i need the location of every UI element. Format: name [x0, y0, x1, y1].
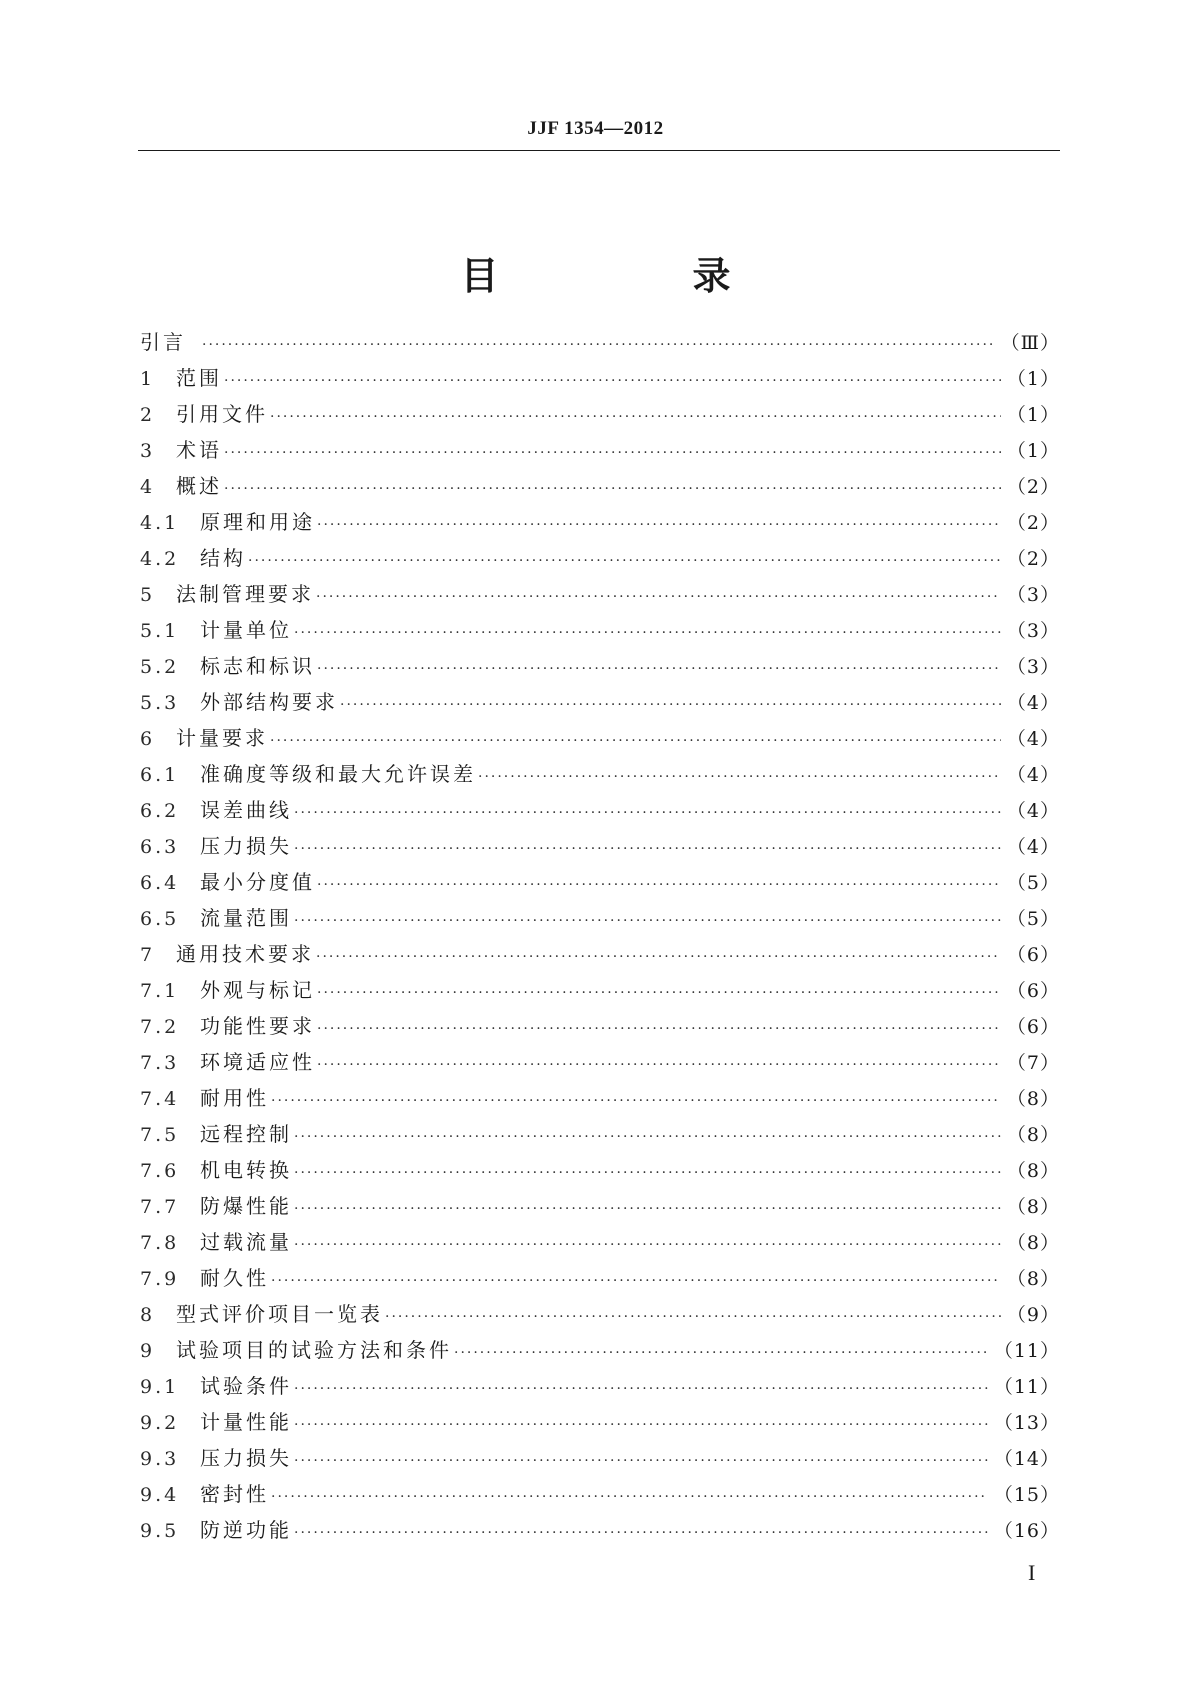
toc-entry-number: 9.2 [140, 1412, 180, 1434]
toc-entry-label: 远程控制 [200, 1122, 292, 1146]
toc-entry-label: 标志和标识 [200, 654, 315, 678]
toc-leader-dots [316, 579, 1001, 615]
toc-entry-label: 计量要求 [176, 726, 268, 750]
toc-entry-page: （4） [1006, 728, 1060, 750]
toc-entry[interactable] [140, 1080, 1060, 1116]
toc-entry[interactable] [140, 324, 1060, 360]
toc-entry-page: （6） [1006, 980, 1060, 1002]
toc-leader-dots [294, 1191, 1001, 1227]
toc-leader-dots [317, 975, 1001, 1011]
toc-leader-dots [270, 723, 1001, 759]
toc-entry[interactable] [140, 1476, 1060, 1512]
toc-leader-dots [294, 615, 1001, 651]
toc-entry-page: （1） [1006, 368, 1060, 390]
header-rule [138, 150, 1060, 151]
toc-leader-dots [294, 1371, 988, 1407]
toc-entry[interactable] [140, 504, 1060, 540]
toc-entry[interactable] [140, 432, 1060, 468]
toc-entry-number: 4 [140, 476, 156, 498]
page-number: I [1028, 1560, 1036, 1585]
toc-leader-dots [385, 1299, 1001, 1335]
toc-entry-page: （8） [1006, 1160, 1060, 1182]
toc-entry-label: 压力损失 [200, 834, 292, 858]
toc-entry[interactable] [140, 648, 1060, 684]
toc-entry-number: 9.4 [140, 1484, 180, 1506]
toc-entry-label: 计量单位 [200, 618, 292, 642]
toc-entry-page: （5） [1006, 908, 1060, 930]
toc-entry-number: 7.6 [140, 1160, 180, 1182]
toc-entry-page: （2） [1006, 476, 1060, 498]
toc-entry-number: 2 [140, 404, 156, 426]
toc-entry[interactable] [140, 1260, 1060, 1296]
toc-entry-label: 外部结构要求 [200, 690, 338, 714]
toc-entry-label: 压力损失 [200, 1446, 292, 1470]
toc-leader-dots [317, 507, 1001, 543]
toc-entry[interactable] [140, 972, 1060, 1008]
toc-entry-page: （14） [993, 1448, 1060, 1470]
toc-entry-page: （11） [993, 1340, 1060, 1362]
toc-entry[interactable] [140, 864, 1060, 900]
toc-entry-number: 9 [140, 1340, 156, 1362]
toc-leader-dots [478, 759, 1001, 795]
toc-entry-number: 5.1 [140, 620, 180, 642]
toc-entry[interactable] [140, 1404, 1060, 1440]
toc-leader-dots [317, 1047, 1001, 1083]
toc-entry-label: 功能性要求 [200, 1014, 315, 1038]
toc-entry-label: 准确度等级和最大允许误差 [200, 762, 476, 786]
toc-entry-page: （6） [1006, 944, 1060, 966]
toc-entry-page: （11） [993, 1376, 1060, 1398]
toc-entry-number: 6.3 [140, 836, 180, 858]
toc-entry[interactable] [140, 936, 1060, 972]
toc-leader-dots [294, 1515, 988, 1551]
toc-entry-number: 7.5 [140, 1124, 180, 1146]
toc-entry-label: 范围 [176, 366, 222, 390]
toc-leader-dots [248, 543, 1001, 579]
toc-entry-label: 防爆性能 [200, 1194, 292, 1218]
toc-entry-number: 5.2 [140, 656, 180, 678]
toc-entry-label: 环境适应性 [200, 1050, 315, 1074]
toc-entry[interactable] [140, 684, 1060, 720]
toc-entry[interactable] [140, 1332, 1060, 1368]
toc-leader-dots [224, 471, 1001, 507]
toc-entry-number: 6.2 [140, 800, 180, 822]
toc-leader-dots [317, 867, 1001, 903]
toc-leader-dots [294, 1155, 1001, 1191]
toc-entry-number: 6.4 [140, 872, 180, 894]
toc-leader-dots [340, 687, 1001, 723]
toc-entry-label: 引用文件 [176, 402, 268, 426]
toc-entry[interactable] [140, 792, 1060, 828]
toc-entry[interactable] [140, 576, 1060, 612]
toc-entry-number: 7.4 [140, 1088, 180, 1110]
toc-entry-page: （4） [1006, 800, 1060, 822]
toc-leader-dots [270, 399, 1001, 435]
running-header: JJF 1354—2012 [527, 118, 664, 139]
toc-entry-number: 5 [140, 584, 156, 606]
toc-entry-page: （8） [1006, 1088, 1060, 1110]
toc-entry-label: 原理和用途 [200, 510, 315, 534]
toc-entry-label: 型式评价项目一览表 [176, 1302, 383, 1326]
toc-entry-number: 8 [140, 1304, 156, 1326]
toc-entry-number: 4.2 [140, 548, 180, 570]
toc-leader-dots [294, 831, 1001, 867]
table-of-contents [140, 324, 1060, 1548]
toc-entry-label: 概述 [176, 474, 222, 498]
toc-entry-label: 耐久性 [200, 1266, 269, 1290]
toc-leader-dots [294, 1407, 988, 1443]
toc-entry-page: （13） [993, 1412, 1060, 1434]
toc-entry[interactable] [140, 1224, 1060, 1260]
toc-leader-dots [271, 1479, 988, 1515]
toc-leader-dots [224, 435, 1001, 471]
toc-entry-page: （9） [1006, 1304, 1060, 1326]
toc-entry-label: 密封性 [200, 1482, 269, 1506]
toc-leader-dots [454, 1335, 988, 1371]
toc-entry-page: （5） [1006, 872, 1060, 894]
toc-entry-page: （3） [1006, 584, 1060, 606]
toc-entry-label: 耐用性 [200, 1086, 269, 1110]
toc-entry[interactable] [140, 468, 1060, 504]
toc-entry-page: （4） [1006, 692, 1060, 714]
toc-entry-label: 防逆功能 [200, 1518, 292, 1542]
toc-entry[interactable] [140, 756, 1060, 792]
toc-entry-number: 1 [140, 368, 156, 390]
toc-entry-number: 9.3 [140, 1448, 180, 1470]
toc-entry-page: （15） [993, 1484, 1060, 1506]
toc-entry[interactable] [140, 360, 1060, 396]
toc-entry[interactable] [140, 1044, 1060, 1080]
toc-entry-number: 7.1 [140, 980, 180, 1002]
toc-entry[interactable] [140, 1188, 1060, 1224]
toc-entry-label: 通用技术要求 [176, 942, 314, 966]
toc-entry-number: 6.5 [140, 908, 180, 930]
toc-entry[interactable] [140, 720, 1060, 756]
toc-entry-number: 7.9 [140, 1268, 180, 1290]
toc-entry-number: 3 [140, 440, 156, 462]
toc-leader-dots [317, 651, 1001, 687]
toc-entry-number: 7.7 [140, 1196, 180, 1218]
toc-leader-dots [294, 903, 1001, 939]
toc-entry-number: 9.1 [140, 1376, 180, 1398]
toc-entry[interactable] [140, 828, 1060, 864]
toc-entry-number: 9.5 [140, 1520, 180, 1542]
toc-entry-page: （7） [1006, 1052, 1060, 1074]
toc-entry-page: （4） [1006, 764, 1060, 786]
toc-entry-label: 外观与标记 [200, 978, 315, 1002]
toc-leader-dots [224, 363, 1001, 399]
toc-leader-dots [317, 1011, 1001, 1047]
toc-entry-page: （8） [1006, 1124, 1060, 1146]
toc-entry-page: （1） [1006, 440, 1060, 462]
toc-entry[interactable] [140, 1116, 1060, 1152]
toc-leader-dots [316, 939, 1001, 975]
toc-entry-label: 试验项目的试验方法和条件 [176, 1338, 452, 1362]
toc-entry[interactable] [140, 1152, 1060, 1188]
toc-entry-label: 计量性能 [200, 1410, 292, 1434]
toc-entry[interactable] [140, 1440, 1060, 1476]
toc-entry-label: 误差曲线 [200, 798, 292, 822]
toc-entry-number: 7.2 [140, 1016, 180, 1038]
toc-leader-dots [294, 1227, 1001, 1263]
toc-entry[interactable] [140, 612, 1060, 648]
toc-entry-number: 7.8 [140, 1232, 180, 1254]
toc-entry[interactable] [140, 540, 1060, 576]
toc-entry-page: （3） [1006, 620, 1060, 642]
toc-entry-page: （3） [1006, 656, 1060, 678]
toc-entry[interactable] [140, 1008, 1060, 1044]
toc-entry-label: 流量范围 [200, 906, 292, 930]
toc-leader-dots [271, 1263, 1001, 1299]
toc-entry-number: 7 [140, 944, 156, 966]
toc-entry-page: （8） [1006, 1268, 1060, 1290]
toc-entry-number: 4.1 [140, 512, 180, 534]
toc-entry[interactable] [140, 1512, 1060, 1548]
toc-entry-page: （6） [1006, 1016, 1060, 1038]
toc-entry-page: （4） [1006, 836, 1060, 858]
toc-entry-page: （2） [1006, 548, 1060, 570]
toc-entry-page: （8） [1006, 1196, 1060, 1218]
toc-leader-dots [294, 1443, 988, 1479]
toc-entry-number: 6.1 [140, 764, 180, 786]
toc-entry-page: （16） [993, 1520, 1060, 1542]
toc-entry-label: 最小分度值 [200, 870, 315, 894]
toc-entry-page: （1） [1006, 404, 1060, 426]
toc-leader-dots [271, 1083, 1001, 1119]
toc-entry-number: 5.3 [140, 692, 180, 714]
toc-entry-label: 引言 [140, 330, 186, 354]
toc-entry-label: 术语 [176, 438, 222, 462]
toc-entry-label: 机电转换 [200, 1158, 292, 1182]
toc-entry[interactable] [140, 1368, 1060, 1404]
toc-entry-page: （2） [1006, 512, 1060, 534]
toc-leader-dots [294, 795, 1001, 831]
toc-entry-page: （8） [1006, 1232, 1060, 1254]
page-title: 目 录 [460, 254, 809, 298]
toc-entry-number: 7.3 [140, 1052, 180, 1074]
toc-entry-label: 试验条件 [200, 1374, 292, 1398]
toc-entry-number: 6 [140, 728, 156, 750]
toc-leader-dots [294, 1119, 1001, 1155]
toc-entry-label: 过载流量 [200, 1230, 292, 1254]
toc-entry[interactable] [140, 900, 1060, 936]
toc-entry-label: 结构 [200, 546, 246, 570]
toc-leader-dots [202, 327, 995, 363]
toc-entry-label: 法制管理要求 [176, 582, 314, 606]
toc-entry[interactable] [140, 396, 1060, 432]
toc-entry-page: （Ⅲ） [1000, 332, 1060, 354]
toc-entry[interactable] [140, 1296, 1060, 1332]
